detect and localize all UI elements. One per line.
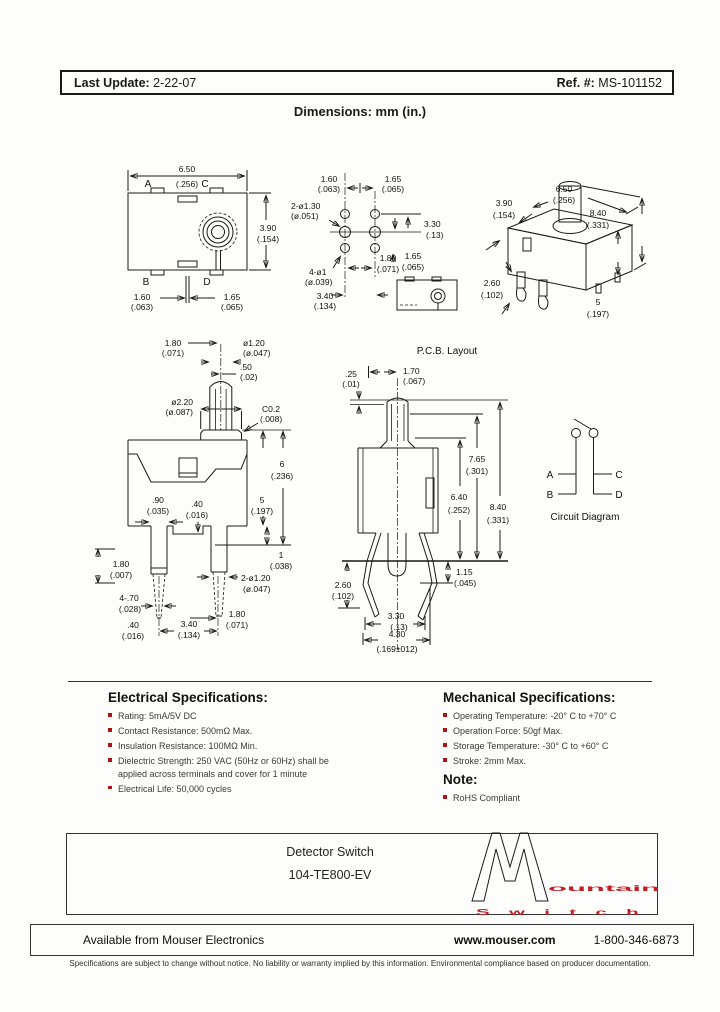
dim-label: (.331) — [486, 515, 510, 525]
dim-label: 6.50 — [178, 164, 196, 174]
dim-label: (.065) — [381, 184, 405, 194]
dim-label: 1.60 — [320, 174, 338, 184]
dim-label: .40 — [191, 499, 203, 509]
spec-item — [443, 755, 693, 767]
electrical-specifications — [108, 690, 356, 798]
spec-text: Operating Temperature: -20° C to +70° C — [453, 711, 617, 721]
terminal-a-label: A — [144, 179, 152, 190]
dim-label: (.331) — [586, 220, 610, 230]
dim-label: (.102) — [331, 591, 355, 601]
dim-label: 4-ø1 — [309, 267, 327, 277]
circuit-terminal-a: A — [546, 470, 554, 481]
footer-bar — [30, 924, 694, 956]
dim-label: (ø.051) — [291, 211, 319, 221]
dim-label: (.028) — [118, 604, 142, 614]
terminal-c-label: C — [201, 179, 209, 190]
dim-label: 2-ø1.30 — [291, 201, 321, 211]
terminal-d-label: D — [203, 277, 211, 288]
dim-label: (.134) — [177, 630, 201, 640]
dim-label: (.071) — [225, 620, 249, 630]
bullet-icon — [443, 758, 447, 762]
last-update — [74, 76, 196, 90]
dim-label: 1.65 — [404, 251, 422, 261]
spec-text: Storage Temperature: -30° C to +60° C — [453, 741, 609, 752]
spec-item — [108, 740, 356, 752]
dim-label: (.13) — [390, 622, 408, 632]
circuit-symbol — [558, 419, 612, 494]
spec-item — [108, 755, 356, 779]
bullet-icon — [108, 713, 112, 717]
dimensions-note: Dimensions: mm (in.) — [293, 104, 427, 119]
dim-label: (.008) — [260, 414, 283, 424]
dim-label: (.035) — [146, 506, 170, 516]
dim-label: (.154) — [492, 210, 516, 220]
product-name: Detector Switch — [286, 845, 374, 859]
dim-label: (.02) — [240, 372, 258, 382]
dim-label: .25 — [345, 369, 357, 379]
spec-text: Rating: 5mA/5V DC — [118, 711, 197, 721]
mountain-m-icon — [472, 833, 548, 901]
dim-label: 1.65 — [223, 292, 241, 302]
spec-item — [443, 792, 693, 804]
circuit-terminal-b: B — [546, 490, 554, 501]
spec-item — [443, 710, 693, 722]
top-view-body — [128, 188, 247, 275]
dim-label: (.071) — [161, 348, 185, 358]
bullet-icon — [443, 795, 447, 799]
dim-label: 4.30 — [388, 629, 406, 639]
dim-label: (.045) — [454, 578, 477, 588]
drawing-hole-pattern — [285, 165, 470, 320]
dim-label: .50 — [240, 362, 252, 372]
bullet-icon — [108, 728, 112, 732]
dim-label: (.256) — [175, 179, 199, 189]
drawing-isometric-view — [468, 162, 678, 327]
dim-label: 1.80 — [379, 253, 397, 263]
drawing-top-view — [85, 150, 295, 320]
dim-label: 1.65 — [384, 174, 402, 184]
drawing-circuit-diagram — [530, 403, 670, 528]
spec-text: Dielectric Strength: 250 VAC (50Hz or 60Hz) shall be applied across terminals and cover for 1 minute — [118, 756, 329, 779]
website-link[interactable]: www.mouser.com — [454, 933, 556, 947]
dim-label: (.063) — [130, 302, 154, 312]
spec-text: Electrical Life: 50,000 cycles — [118, 783, 232, 794]
bullet-icon — [443, 713, 447, 717]
dim-label: .90 — [152, 495, 164, 505]
dim-label: 3.30 — [387, 611, 405, 621]
dim-label: 3.40 — [180, 619, 198, 629]
dim-label: 8.40 — [589, 208, 607, 218]
spec-item — [108, 725, 356, 737]
phone-number: 1-800-346-6873 — [593, 933, 679, 947]
spec-item — [443, 740, 693, 752]
last-update-label: Last Update: — [74, 75, 150, 90]
dim-label: 3.40 — [316, 291, 334, 301]
spec-item — [443, 725, 693, 737]
mechanical-specs-title: Mechanical Specifications: — [443, 690, 616, 705]
dim-label: (.01) — [342, 379, 360, 389]
dim-label: (.236) — [270, 471, 294, 481]
dim-label: 5 — [595, 297, 601, 307]
spec-text: Contact Resistance: 500mΩ Max. — [118, 726, 253, 737]
dim-label: (.038) — [269, 561, 293, 571]
pcb-switch-outline — [342, 378, 508, 650]
dim-label: (ø.047) — [243, 348, 271, 358]
dim-label: (.016) — [185, 510, 209, 520]
dim-label: (.13) — [426, 230, 444, 240]
dim-label: 4-.70 — [119, 593, 139, 603]
bullet-icon — [108, 786, 112, 790]
dim-label: (.016) — [121, 631, 145, 641]
header-box — [60, 70, 674, 95]
dim-label: (.197) — [586, 309, 610, 319]
dim-label: 3.90 — [259, 223, 277, 233]
pcb-layout-title: P.C.B. Layout — [416, 346, 478, 357]
logo-word-mountain: ountain — [548, 883, 660, 893]
terminal-b-label: B — [142, 277, 150, 288]
disclaimer-text: Specifications are subject to change without notice. No liability or warranty implied by this information. Environmental compliance based on producer documentation. — [69, 959, 651, 968]
last-update-value: 2-22-07 — [149, 75, 197, 90]
drawing-pcb-layout — [320, 338, 520, 658]
dim-label: ø2.20 — [171, 397, 193, 407]
ref-number — [557, 76, 662, 90]
pcb-dim-lines — [338, 366, 500, 645]
dim-label: (.154) — [256, 234, 280, 244]
electrical-specs-title: Electrical Specifications: — [108, 690, 268, 705]
spec-text: Operation Force: 50gf Max. — [453, 726, 563, 737]
dim-label: 1.70 — [403, 366, 420, 376]
circuit-terminal-d: D — [615, 490, 623, 501]
circuit-diagram-caption: Circuit Diagram — [550, 512, 620, 523]
dim-label: 6.50 — [555, 184, 573, 194]
note-title: Note: — [443, 772, 478, 787]
dim-label: (ø.047) — [243, 584, 271, 594]
dim-label: (.301) — [465, 466, 489, 476]
mountain-switch-logo — [472, 831, 664, 917]
spec-text: Insulation Resistance: 100MΩ Min. — [118, 741, 258, 752]
circuit-terminal-c: C — [615, 470, 623, 481]
dim-label: 8.40 — [489, 502, 507, 512]
dim-label: 1.80 — [228, 609, 246, 619]
drawing-front-section — [85, 330, 320, 655]
dim-label: 7.65 — [468, 454, 486, 464]
bullet-icon — [443, 743, 447, 747]
dim-label: (.071) — [376, 264, 400, 274]
dim-label: ø1.20 — [243, 338, 265, 348]
spec-text: RoHS Compliant — [453, 793, 521, 803]
dim-label: (.067) — [403, 376, 426, 386]
ref-value: MS-101152 — [594, 75, 662, 90]
part-number: 104-TE800-EV — [288, 868, 372, 882]
bullet-icon — [108, 758, 112, 762]
dim-label: 5 — [259, 495, 265, 505]
dim-label: 2-ø1.20 — [241, 573, 271, 583]
dim-label: 2.60 — [334, 580, 352, 590]
dim-label: 6.40 — [450, 492, 468, 502]
divider — [68, 681, 652, 682]
dim-label: 6 — [279, 459, 285, 469]
dim-label: (.065) — [220, 302, 244, 312]
available-from: Available from Mouser Electronics — [83, 933, 265, 947]
hole-pattern-holes — [330, 173, 421, 297]
bullet-icon — [108, 743, 112, 747]
dim-label: 1.15 — [456, 567, 473, 577]
dim-label: (.102) — [480, 290, 504, 300]
dim-label: (ø.039) — [305, 277, 333, 287]
dim-label: 1.80 — [164, 338, 182, 348]
dim-label: (.063) — [317, 184, 341, 194]
dim-label: 1 — [278, 550, 284, 560]
dim-label: (.134) — [313, 301, 337, 311]
dim-label: 2.60 — [483, 278, 501, 288]
dim-label: (ø.087) — [165, 407, 193, 417]
spec-item — [108, 710, 356, 722]
dim-label: (.256) — [552, 195, 576, 205]
spec-text: Stroke: 2mm Max. — [453, 756, 527, 767]
product-identity — [180, 845, 480, 882]
dim-label: 1.60 — [133, 292, 151, 302]
bullet-icon — [443, 728, 447, 732]
dim-label: (.007) — [109, 570, 133, 580]
ref-label: Ref. #: — [556, 75, 595, 90]
dim-label: (.169±012) — [376, 644, 418, 654]
mechanical-specifications — [443, 690, 693, 771]
dim-label: .40 — [127, 620, 139, 630]
dim-label: 3.30 — [424, 219, 441, 229]
dim-label: (.252) — [447, 505, 471, 515]
note-section — [443, 772, 693, 807]
hole-pattern-inset-switch — [397, 277, 457, 310]
dim-label: C0.2 — [262, 404, 280, 414]
dim-label: (.065) — [401, 262, 425, 272]
dim-label: (.197) — [250, 506, 274, 516]
spec-item — [108, 783, 356, 795]
dim-label: 3.90 — [495, 198, 513, 208]
logo-word-switch: Switch — [476, 907, 658, 917]
dim-label: 1.80 — [112, 559, 130, 569]
